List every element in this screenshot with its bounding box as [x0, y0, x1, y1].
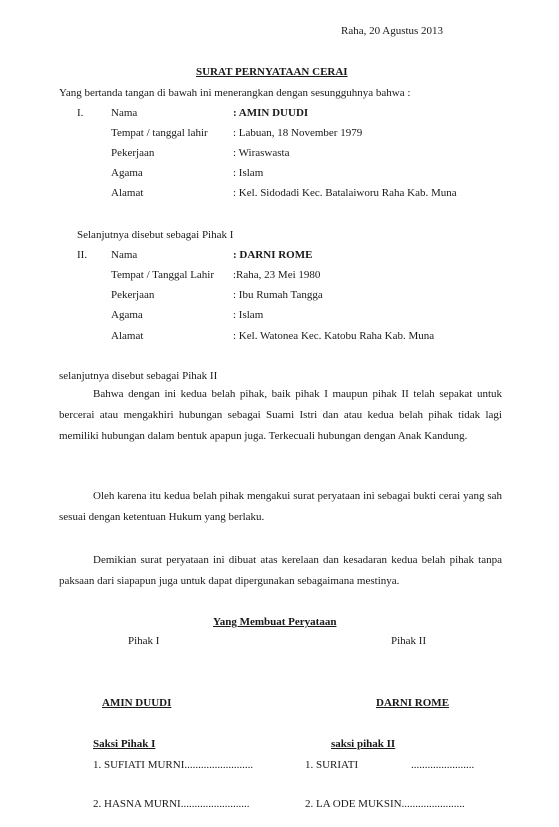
party1-address-value: : Kel. Sidodadi Kec. Batalaiworu Raha Kab. Muna: [233, 187, 457, 199]
party1-birth-value: : Labuan, 18 November 1979: [233, 127, 363, 139]
party2-numeral: II.: [77, 249, 88, 261]
party1-designation: Selanjutnya disebut sebagai Pihak I: [77, 229, 234, 241]
party2-designation: selanjutnya disebut sebagai Pihak II: [59, 370, 218, 382]
signature-right-name: DARNI ROME: [376, 697, 450, 709]
party2-job-label: Pekerjaan: [111, 289, 155, 301]
party1-name-label: Nama: [111, 107, 138, 119]
party2-job-value: : Ibu Rumah Tangga: [233, 289, 323, 301]
witness-right-heading: saksi pihak II: [331, 738, 396, 750]
party2-birth-label: Tempat / Tanggal Lahir: [111, 269, 215, 281]
witness-right-1: 1. SURIATI: [305, 759, 359, 771]
witness-left-heading: Saksi Pihak I: [93, 738, 156, 750]
party1-religion-label: Agama: [111, 167, 143, 179]
party1-numeral: I.: [77, 107, 84, 119]
party1-job-value: : Wiraswasta: [233, 147, 290, 159]
paragraph-agreement: Bahwa dengan ini kedua belah pihak, baik pihak I maupun pihak II telah sepakat untuk bercerai atau mengakhiri hubungan sebagai Suami Istri dan atau kedua belah pihak tidak lagi memiliki hubungan dalam bentuk apapun juga. Terkecuali hubungan dengan Anak Kandung.: [59, 388, 502, 442]
party2-address-label: Alamat: [111, 330, 144, 342]
party2-name-value: : DARNI ROME: [233, 249, 313, 261]
witness-right-2: 2. LA ODE MUKSIN.......................: [305, 798, 465, 810]
party2-birth-value: :Raha, 23 Mei 1980: [233, 269, 321, 281]
witness-right-1-dots: .......................: [411, 759, 475, 771]
document-title: SURAT PERNYATAAN CERAI: [196, 66, 348, 78]
party2-religion-label: Agama: [111, 309, 143, 321]
intro-text: Yang bertanda tangan di bawah ini menerangkan dengan sesungguhnya bahwa :: [59, 87, 411, 99]
party1-birth-label: Tempat / tanggal lahir: [111, 127, 208, 139]
paragraph-acknowledgement: Oleh karena itu kedua belah pihak mengakui surat peryataan ini sebagai bukti cerai yang sah sesuai dengan ketentuan Hukum yang berlaku.: [59, 490, 502, 523]
party2-religion-value: : Islam: [233, 309, 264, 321]
signature-left-name: AMIN DUUDI: [102, 697, 172, 709]
date-line: Raha, 20 Agustus 2013: [341, 25, 444, 37]
signature-heading: Yang Membuat Peryataan: [213, 616, 337, 628]
party1-job-label: Pekerjaan: [111, 147, 155, 159]
witness-left-1: 1. SUFIATI MURNI.........................: [93, 759, 254, 771]
party2-address-value: : Kel. Watonea Kec. Katobu Raha Kab. Muna: [233, 330, 435, 342]
signature-left-label: Pihak I: [128, 635, 160, 647]
witness-left-2: 2. HASNA MURNI.........................: [93, 798, 250, 810]
party1-religion-value: : Islam: [233, 167, 264, 179]
party1-address-label: Alamat: [111, 187, 144, 199]
signature-right-label: Pihak II: [391, 635, 427, 647]
paragraph-closing: Demikian surat peryataan ini dibuat atas kerelaan dan kesadaran kedua belah pihak tanpa paksaan dari siapapun juga untuk dapat dipergunakan sebagaimana mestinya.: [59, 554, 502, 587]
party1-name-value: : AMIN DUUDI: [233, 107, 309, 119]
party2-name-label: Nama: [111, 249, 138, 261]
